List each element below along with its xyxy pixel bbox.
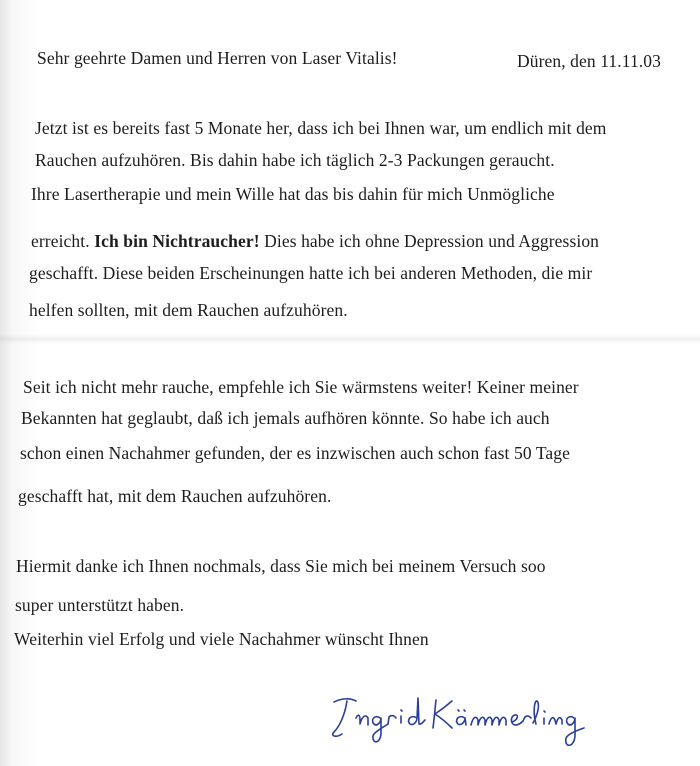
p3-line2: super unterstützt haben. (15, 595, 185, 615)
p1-line4 (31, 230, 599, 252)
p2-line1: Seit ich nicht mehr rauche, empfehle ich Sie wärmstens weiter! Keiner meiner (23, 377, 579, 397)
p2-line2: Bekannten hat geglaubt, daß ich jemals aufhören könnte. So habe ich auch (21, 408, 550, 428)
p2-line4: geschafft hat, mit dem Rauchen aufzuhören. (18, 486, 332, 506)
signature (326, 690, 590, 765)
p1-line4-pre: erreicht. (31, 231, 90, 251)
salutation: Sehr geehrte Damen und Herren von Laser Vitalis! (37, 48, 398, 68)
p1-line4-post: Dies habe ich ohne Depression und Aggression (264, 231, 600, 251)
signature-ink (326, 690, 590, 760)
p1-line2: Rauchen aufzuhören. Bis dahin habe ich täglich 2-3 Packungen geraucht. (35, 150, 555, 170)
p3-line1: Hiermit danke ich Ihnen nochmals, dass Sie mich bei meinem Versuch soo (16, 556, 546, 576)
p3-line3: Weiterhin viel Erfolg und viele Nachahmer wünscht Ihnen (14, 629, 429, 649)
p1-line6: helfen sollten, mit dem Rauchen aufzuhören. (29, 300, 348, 320)
p1-line5: geschafft. Diese beiden Erscheinungen hatte ich bei anderen Methoden, die mir (29, 263, 593, 283)
place-date: Düren, den 11.11.03 (517, 51, 661, 71)
p1-line1: Jetzt ist es bereits fast 5 Monate her, dass ich bei Ihnen war, um endlich mit dem (35, 118, 607, 138)
p1-line3: Ihre Lasertherapie und mein Wille hat das bis dahin für mich Unmögliche (31, 184, 555, 204)
p2-line3: schon einen Nachahmer gefunden, der es inzwischen auch schon fast 50 Tage (20, 443, 570, 463)
paper-fold (0, 334, 700, 344)
p1-line4-bold: Ich bin Nichtraucher! (94, 231, 260, 251)
